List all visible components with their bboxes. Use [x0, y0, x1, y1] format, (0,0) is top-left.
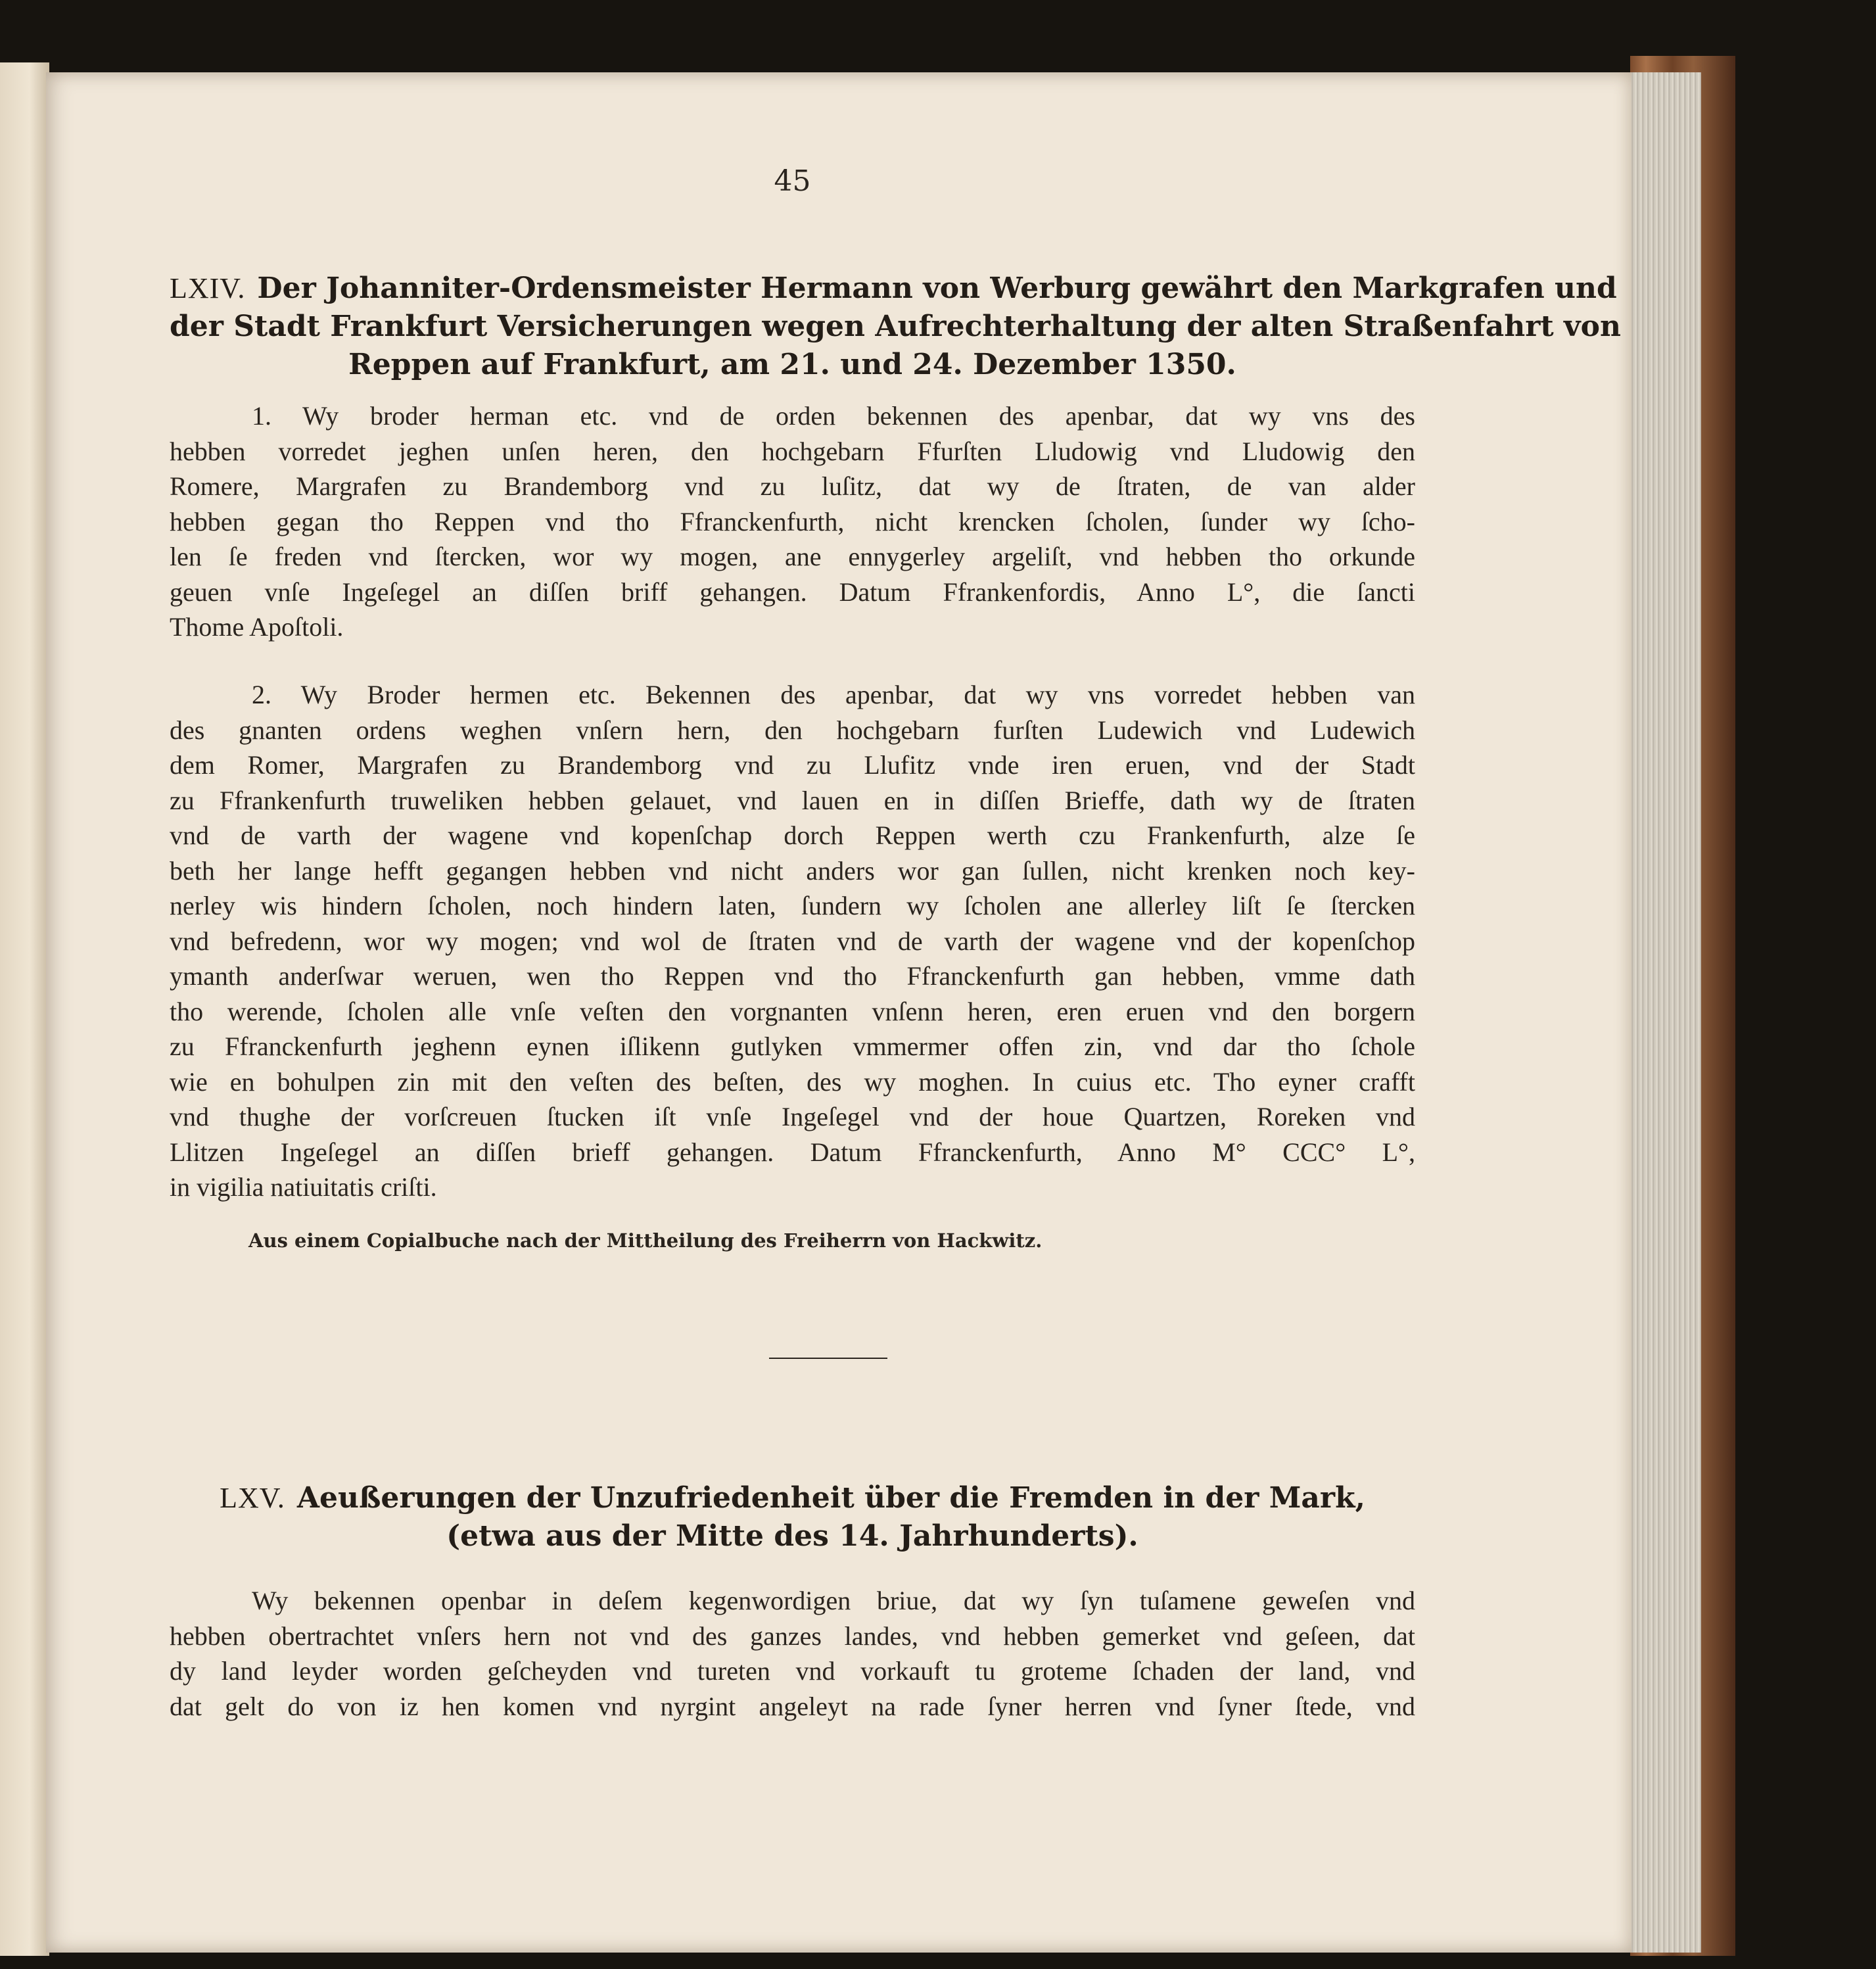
text-line: dy land leyder worden geſcheyden vnd tureten vnd vorkauft tu groteme ſchaden der land, vnd	[170, 1656, 1415, 1686]
document-number: LXV.	[220, 1482, 285, 1514]
text-line: hebben vorredet jeghen unſen heren, den hochgebarn Ffurſten Lludowig vnd Lludowig den	[170, 436, 1415, 466]
paragraph-2	[170, 677, 1415, 1205]
document-64-heading	[170, 270, 1621, 384]
text-line: tho werende, ſcholen alle vnſe veſten den vorgnanten vnſenn heren, eren eruen vnd den borgern	[170, 996, 1415, 1026]
text-line: zu Ffrankenfurth truweliken hebben gelauet, vnd lauen en in diſſen Brieffe, dath wy de ſtraten	[170, 785, 1415, 815]
text-line: vnd de varth der wagene vnd kopenſchap dorch Reppen werth czu Frankenfurth, alze ſe	[170, 820, 1415, 850]
text-line: ymanth anderſwar weruen, wen tho Reppen vnd tho Ffranckenfurth gan hebben, vmme dath	[170, 961, 1415, 991]
paragraph-3	[170, 1583, 1415, 1724]
facing-page-edge	[0, 62, 49, 1956]
page-number: 45	[774, 164, 811, 198]
text-line: nerley wis hindern ſcholen, noch hindern laten, ſundern wy ſcholen ane allerley liſt ſe ſtercken	[170, 891, 1415, 920]
text-line: in vigilia natiuitatis criſti.	[170, 1172, 437, 1202]
text-line: hebben obertrachtet vnſers hern not vnd des ganzes landes, vnd hebben gemerket vnd geſeen, dat	[170, 1621, 1415, 1651]
heading-line: Reppen auf Frankfurt, am 21. und 24. Dezember 1350.	[348, 348, 1236, 381]
heading-line: LXIV. Der Johanniter-Ordensmeister Hermann von Werburg gewährt den Markgrafen und	[170, 272, 1617, 305]
text-line: Wy bekennen openbar in deſem kegenwordigen briue, dat wy ſyn tuſamene geweſen vnd	[252, 1586, 1415, 1615]
text-line: 1. Wy broder herman etc. vnd de orden bekennen des apenbar, dat wy vns des	[252, 401, 1415, 431]
text-line: Thome Apoſtoli.	[170, 612, 344, 642]
text-line: 2. Wy Broder hermen etc. Bekennen des apenbar, dat wy vns vorredet hebben van	[252, 680, 1415, 709]
text-line: dem Romer, Margrafen zu Brandemborg vnd zu Llufitz vnde iren eruen, vnd der Stadt	[170, 750, 1415, 780]
heading-line: der Stadt Frankfurt Versicherungen wegen Aufrechterhaltung der alten Straßenfahrt von	[170, 310, 1621, 343]
paragraph-1	[170, 398, 1415, 645]
document-65-heading	[170, 1479, 1415, 1555]
page-block-edges	[1629, 72, 1701, 1953]
heading-line: LXV. Aeußerungen der Unzufriedenheit über die Fremden in der Mark,	[220, 1481, 1365, 1515]
text-line: len ſe freden vnd ſtercken, wor wy mogen, ane ennygerley argeliſt, vnd hebben tho orkunde	[170, 542, 1415, 571]
text-line: Romere, Margrafen zu Brandemborg vnd zu luſitz, dat wy de ſtraten, de van alder	[170, 471, 1415, 501]
text-line: wie en bohulpen zin mit den veſten des beſten, des wy moghen. In cuius etc. Tho eyner crafft	[170, 1066, 1415, 1097]
text-line: Llitzen Ingeſegel an diſſen brieff gehangen. Datum Ffranckenfurth, Anno M° CCC° L°,	[170, 1137, 1415, 1167]
text-line: beth her lange hefft gegangen hebben vnd nicht anders wor gan ſullen, nicht krenken noch key-	[170, 855, 1415, 886]
text-line: vnd thughe der vorſcreuen ſtucken iſt vnſe Ingeſegel vnd der houe Quartzen, Roreken vnd	[170, 1102, 1415, 1131]
text-line: hebben gegan tho Reppen vnd tho Ffranckenfurth, nicht krencken ſcholen, ſunder wy ſcho-	[170, 506, 1415, 536]
text-line: zu Ffranckenfurth jeghenn eynen iſlikenn gutlyken vmmermer offen zin, vnd dar tho ſchole	[170, 1032, 1415, 1061]
source-note: Aus einem Copialbuche nach der Mittheilung des Freiherrn von Hackwitz.	[248, 1229, 1043, 1252]
section-divider	[769, 1358, 887, 1359]
text-line: des gnanten ordens weghen vnſern hern, den hochgebarn furſten Ludewich vnd Ludewich	[170, 715, 1415, 745]
text-line: dat gelt do von iz hen komen vnd nyrgint angeleyt na rade ſyner herren vnd ſyner ſtede, vnd	[170, 1691, 1415, 1721]
book-page	[46, 72, 1631, 1953]
text-line: geuen vnſe Ingeſegel an diſſen briff gehangen. Datum Ffrankenfordis, Anno L°, die ſancti	[170, 577, 1415, 607]
text-line: vnd befredenn, wor wy mogen; vnd wol de ſtraten vnd de varth der wagene vnd der kopenſchop	[170, 926, 1415, 956]
heading-line: (etwa aus der Mitte des 14. Jahrhunderts).	[446, 1519, 1138, 1553]
document-number: LXIV.	[170, 272, 246, 304]
